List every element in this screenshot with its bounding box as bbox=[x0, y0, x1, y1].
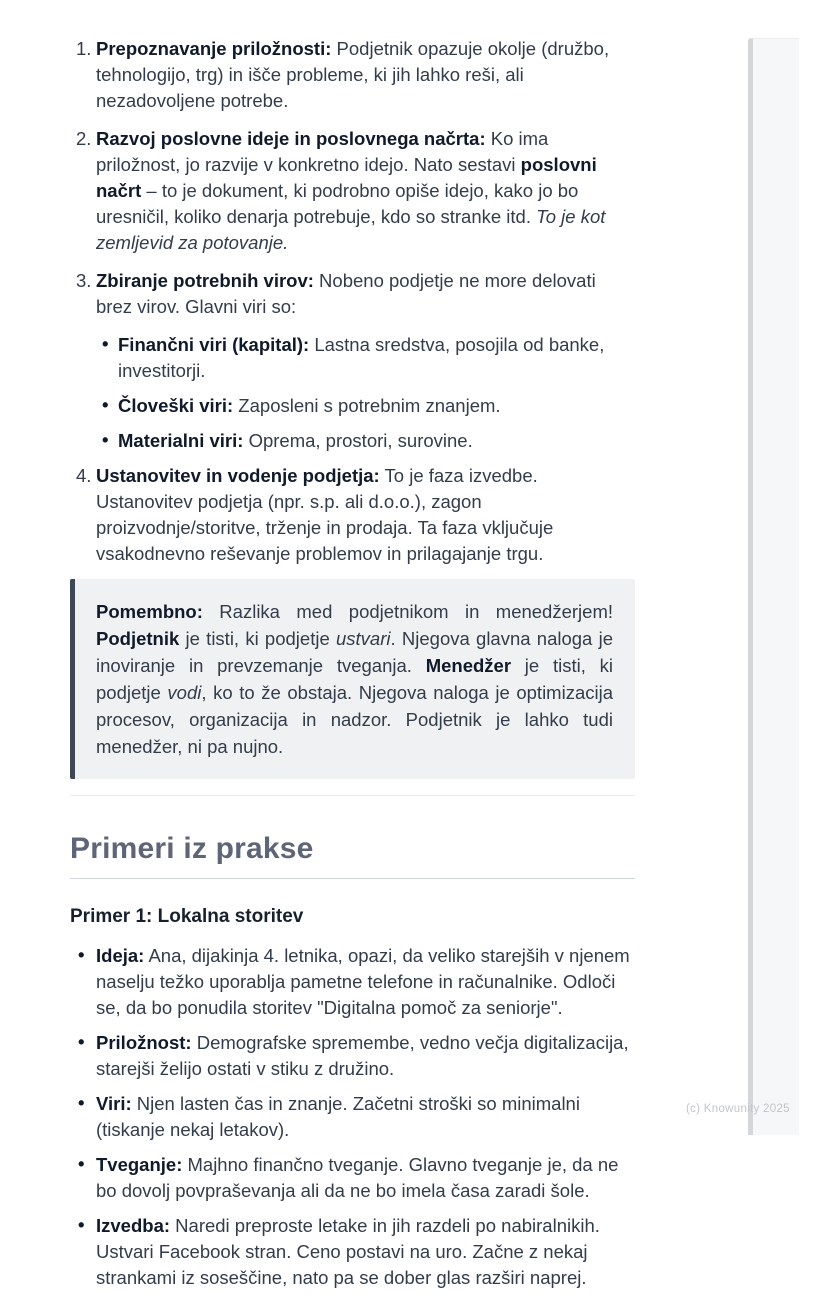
important-callout bbox=[70, 579, 635, 779]
callout-segment: je tisti, ki podjetje bbox=[179, 628, 336, 649]
item-text: Ana, dijakinja 4. letnika, opazi, da veliko starejših v njenem naselju težko uporablja pametne telefone in računalnike. Odloči se, da bo ponudila storitev "Digitalna pomoč za seniorje". bbox=[96, 945, 630, 1018]
item-label: Finančni viri (kapital): bbox=[118, 334, 310, 355]
example-bullet-list bbox=[70, 943, 635, 1291]
list-number: 2. bbox=[76, 128, 92, 149]
bullet-item-ideja bbox=[70, 943, 635, 1021]
list-item-1 bbox=[70, 36, 635, 114]
document-content bbox=[70, 0, 635, 1300]
resources-sublist bbox=[70, 332, 635, 454]
item-label: Razvoj poslovne ideje in poslovnega načrta: bbox=[96, 128, 486, 149]
bullet-item-priloznost bbox=[70, 1030, 635, 1082]
item-text: Majhno finančno tveganje. Glavno tveganje je, da ne bo dovolj povpraševanja ali da ne bo imela časa zaradi šole. bbox=[96, 1154, 619, 1201]
item-text: Podjetnik opazuje okolje (družbo, tehnologijo, trg) in išče probleme, ki jih lahko reši, ali nezadovoljene potrebe. bbox=[96, 38, 610, 111]
item-text: Demografske spremembe, vedno večja digitalizacija, starejši želijo ostati v stiku z družino. bbox=[96, 1032, 629, 1079]
example-subheading: Primer 1: Lokalna storitev bbox=[70, 906, 304, 927]
bullet-item-tveganje bbox=[70, 1152, 635, 1204]
item-label: Zbiranje potrebnih virov: bbox=[96, 270, 314, 291]
callout-text bbox=[96, 598, 613, 760]
item-label: Priložnost: bbox=[96, 1032, 192, 1053]
item-text: Ko ima priložnost, jo razvije v konkretno idejo. Nato sestavi bbox=[96, 128, 549, 175]
item-bold-phrase: poslovni načrt bbox=[96, 154, 597, 201]
list-number: 1. bbox=[76, 38, 92, 59]
item-text: – to je dokument, ki podrobno opiše idejo, kako jo bo uresničil, koliko denarja potrebuje, kdo so stranke itd. bbox=[96, 180, 579, 227]
list-number: 4. bbox=[76, 465, 92, 486]
item-text: Njen lasten čas in znanje. Začetni stroški so minimalni (tiskanje nekaj letakov). bbox=[96, 1093, 580, 1140]
sub-list-item bbox=[96, 393, 635, 419]
item-italic-phrase: To je kot zemljevid za potovanje. bbox=[96, 206, 606, 253]
item-label: Izvedba: bbox=[96, 1215, 171, 1236]
bullet-item-viri bbox=[70, 1091, 635, 1143]
item-label: Prepoznavanje priložnosti: bbox=[96, 38, 332, 59]
item-text: Zaposleni s potrebnim znanjem. bbox=[233, 395, 501, 416]
item-label: Viri: bbox=[96, 1093, 132, 1114]
callout-bold: Podjetnik bbox=[96, 628, 180, 649]
entrepreneurship-phases-list bbox=[70, 36, 635, 567]
callout-segment: . Njegova glavna naloga je inoviranje in prevzemanje tveganja. bbox=[96, 628, 614, 676]
page-edge-bar bbox=[748, 38, 799, 1135]
item-text: Nobeno podjetje ne more delovati brez virov. Glavni viri so: bbox=[96, 270, 596, 317]
item-label: Tveganje: bbox=[96, 1154, 183, 1175]
item-label: Ideja: bbox=[96, 945, 145, 966]
horizontal-divider bbox=[70, 795, 635, 796]
copyright-watermark: (c) Knowunity 2025 bbox=[686, 1103, 790, 1115]
list-item-3 bbox=[70, 268, 635, 320]
list-item-4 bbox=[70, 463, 635, 567]
item-label: Materialni viri: bbox=[118, 430, 244, 451]
callout-bold: Menedžer bbox=[425, 655, 512, 676]
callout-segment: , ko to že obstaja. Njegova naloga je optimizacija procesov, organizacija in nadzor. Podjetnik je lahko tudi menedžer, ni pa nujno. bbox=[96, 682, 613, 757]
item-text: Oprema, prostori, surovine. bbox=[243, 430, 473, 451]
callout-segment: Razlika med podjetnikom in menedžerjem! bbox=[202, 601, 613, 622]
item-text: To je faza izvedbe. Ustanovitev podjetja (npr. s.p. ali d.o.o.), zagon proizvodnje/storitve, trženje in prodaja. Ta faza vključuje vsakodnevno reševanje problemov in prilagajanje trgu. bbox=[96, 465, 554, 564]
list-number: 3. bbox=[76, 270, 92, 291]
callout-italic: ustvari bbox=[336, 628, 391, 649]
item-label: Ustanovitev in vodenje podjetja: bbox=[96, 465, 380, 486]
callout-label: Pomembno: bbox=[96, 601, 203, 622]
item-text: Lastna sredstva, posojila od banke, investitorji. bbox=[118, 334, 605, 381]
item-label: Človeški viri: bbox=[118, 395, 234, 416]
section-heading: Primeri iz prakse bbox=[70, 830, 635, 879]
list-item-2 bbox=[70, 126, 635, 256]
bullet-item-izvedba bbox=[70, 1213, 635, 1291]
sub-list-item bbox=[96, 428, 635, 454]
callout-segment: je tisti, ki podjetje bbox=[96, 655, 613, 703]
item-text: Naredi preproste letake in jih razdeli po nabiralnikih. Ustvari Facebook stran. Ceno postavi na uro. Začne z nekaj strankami iz soseščine, nato pa se dober glas razširi naprej. bbox=[96, 1215, 600, 1288]
sub-list-item bbox=[96, 332, 635, 384]
callout-italic: vodi bbox=[167, 682, 202, 703]
